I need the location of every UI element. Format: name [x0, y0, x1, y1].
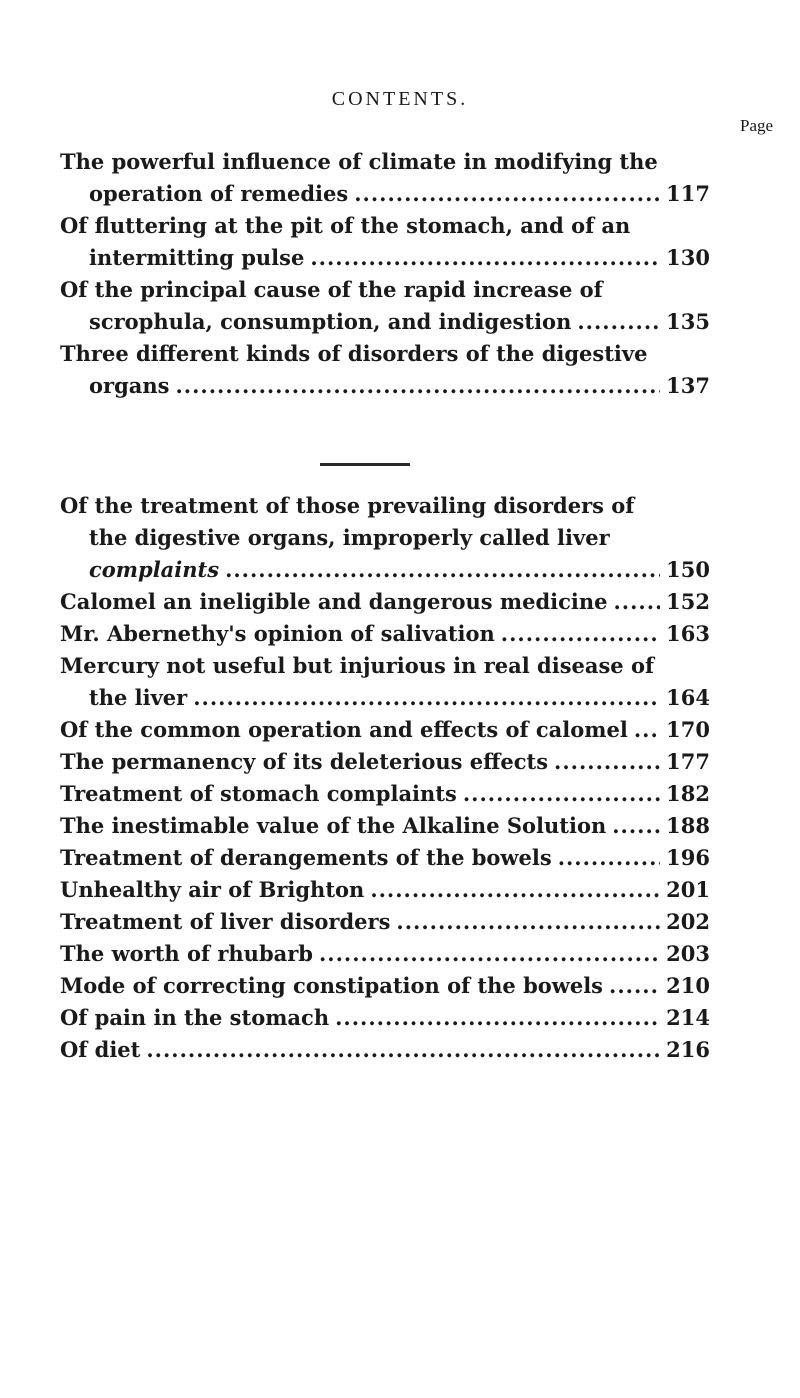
page-number: 210 [666, 973, 710, 998]
toc-entry-title-line: The powerful influence of climate in modifying the [60, 149, 658, 174]
page-number: 170 [666, 717, 710, 742]
toc-entry-title-end: The inestimable value of the Alkaline Solution [60, 813, 607, 838]
toc-entry [60, 970, 710, 1002]
toc-entry [60, 650, 710, 714]
page-number: 152 [666, 589, 710, 614]
page-number: 203 [666, 941, 710, 966]
dot-leader [634, 714, 660, 746]
dot-leader [370, 874, 660, 906]
toc-entry-title-end: Of pain in the stomach [60, 1005, 330, 1030]
toc-entry [60, 586, 710, 618]
page-number: 163 [666, 621, 710, 646]
toc-entry-title-line: the digestive organs, improperly called liver [89, 525, 610, 550]
toc-entry [60, 1034, 710, 1066]
toc-entry-title-end: organs [89, 373, 170, 398]
toc-section-2 [60, 490, 710, 1066]
toc-entry-title-end: operation of remedies [89, 181, 349, 206]
page-number: 177 [666, 749, 710, 774]
toc-entry [60, 618, 710, 650]
toc-entry-title-end: Mode of correcting constipation of the bowels [60, 973, 604, 998]
toc-entry [60, 746, 710, 778]
toc-entry-title-end: the liver [89, 685, 188, 710]
dot-leader [175, 370, 660, 402]
toc-entry [60, 210, 710, 274]
page-number: 182 [666, 781, 710, 806]
dot-leader [554, 746, 660, 778]
toc-section-1 [60, 146, 710, 402]
dot-leader [463, 778, 660, 810]
toc-entry-title-end: Mr. Abernethy's opinion of salivation [60, 621, 495, 646]
dot-leader [558, 842, 660, 874]
toc-entry [60, 338, 710, 402]
toc-entry-title-end: Unhealthy air of Brighton [60, 877, 365, 902]
page-number: 137 [666, 373, 710, 398]
toc-entry-title-end: Calomel an ineligible and dangerous medicine [60, 589, 608, 614]
toc-entry [60, 714, 710, 746]
toc-entry [60, 906, 710, 938]
toc-entry [60, 874, 710, 906]
page-number: 216 [666, 1037, 710, 1062]
toc-entry-title-end: Of diet [60, 1037, 141, 1062]
dot-leader [146, 1034, 660, 1066]
toc-entry-title-end: Treatment of derangements of the bowels [60, 845, 552, 870]
dot-leader [310, 242, 660, 274]
dot-leader [577, 306, 660, 338]
toc-entry-title-end: Treatment of liver disorders [60, 909, 391, 934]
toc-entry-title-line: Of the treatment of those prevailing disorders of [60, 493, 635, 518]
toc-entry [60, 810, 710, 842]
toc-entry-title-end: The permanency of its deleterious effects [60, 749, 549, 774]
dot-leader [193, 682, 660, 714]
toc-entry-title-end: Of the common operation and effects of calomel [60, 717, 628, 742]
toc-entry [60, 1002, 710, 1034]
page-number: 117 [666, 181, 710, 206]
toc-entry [60, 842, 710, 874]
toc-entry-title-end: The worth of rhubarb [60, 941, 313, 966]
toc-entry [60, 490, 710, 586]
page-title: CONTENTS. [331, 88, 469, 110]
toc-entry-title-line: Three different kinds of disorders of the digestive [60, 341, 648, 366]
dot-leader [225, 554, 660, 586]
page-number: 150 [666, 557, 710, 582]
dot-leader [335, 1002, 660, 1034]
page-number: 164 [666, 685, 710, 710]
toc-entry-title-line: Mercury not useful but injurious in real disease of [60, 653, 655, 678]
page-number: 130 [666, 245, 710, 270]
dot-leader [319, 938, 660, 970]
toc-entry-title-end: scrophula, consumption, and indigestion [89, 309, 572, 334]
page-number: 201 [666, 877, 710, 902]
dot-leader [354, 178, 660, 210]
dot-leader [396, 906, 660, 938]
toc-entry [60, 146, 710, 210]
toc-entry-title-line: Of the principal cause of the rapid increase of [60, 277, 603, 302]
toc-entry [60, 274, 710, 338]
page-number: 214 [666, 1005, 710, 1030]
toc-entry-title-end: complaints [89, 557, 220, 582]
toc-entry [60, 778, 710, 810]
dot-leader [612, 810, 660, 842]
section-divider [320, 463, 410, 466]
toc-entry-title-end: intermitting pulse [89, 245, 305, 270]
dot-leader [609, 970, 660, 1002]
toc-entry-title-line: Of fluttering at the pit of the stomach, and of an [60, 213, 631, 238]
page-number: 188 [666, 813, 710, 838]
page-number: 135 [666, 309, 710, 334]
dot-leader [501, 618, 660, 650]
page-number: 202 [666, 909, 710, 934]
toc-entry-title-end: Treatment of stomach complaints [60, 781, 457, 806]
dot-leader [614, 586, 661, 618]
toc-entry [60, 938, 710, 970]
page-number: 196 [666, 845, 710, 870]
page-column-label: Page [740, 116, 774, 135]
